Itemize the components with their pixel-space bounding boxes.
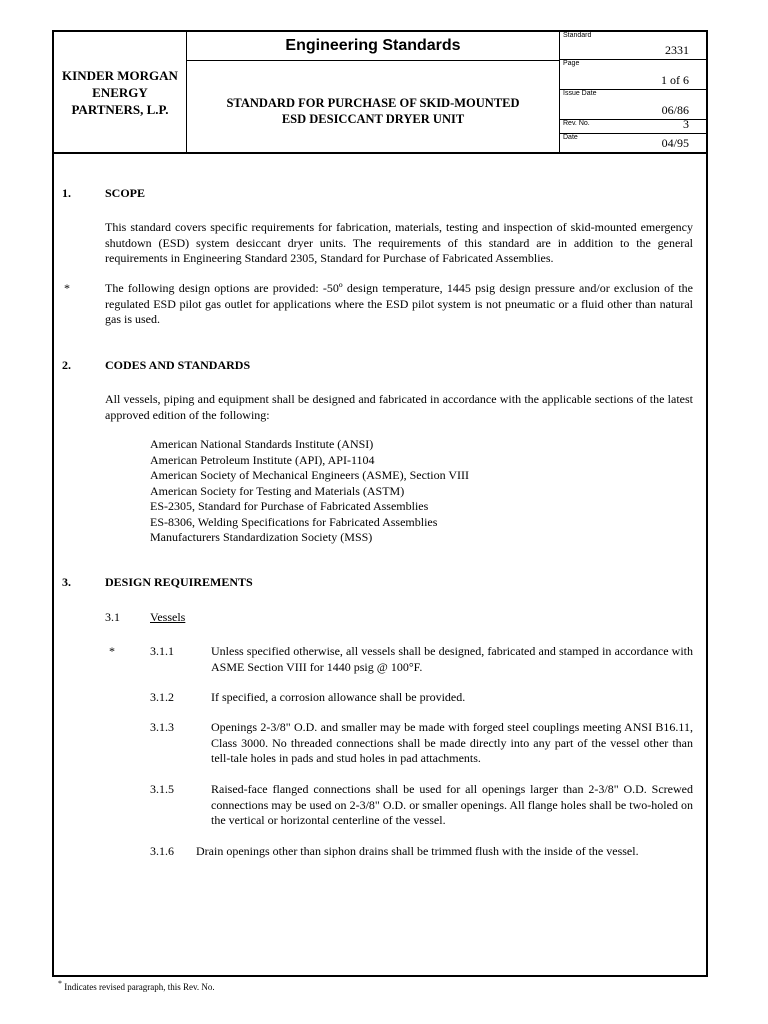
meta-label: Rev. No.	[563, 120, 590, 127]
meta-rev-no	[560, 117, 707, 134]
meta-value: 3	[683, 117, 689, 131]
item-number: 3.1.2	[150, 690, 174, 704]
section-number: 3.	[62, 575, 71, 589]
revision-marker: *	[64, 281, 70, 295]
list-item: American Petroleum Institute (API), API-1104	[150, 452, 375, 467]
meta-label: Date	[563, 134, 578, 141]
item-text: If specified, a corrosion allowance shall be provided.	[211, 690, 466, 704]
metadata-panel	[559, 32, 707, 152]
item-text: Raised-face flanged connections shall be used for all openings larger than 2-3/8" O.D. Screwed connections may be used on 2-3/8" O.D. or smaller openings. All flange holes shall be two-holed on the vertical or horizontal centerline of the vessel.	[211, 782, 693, 827]
meta-standard	[560, 32, 707, 60]
item-text: Openings 2-3/8" O.D. and smaller may be made with forged steel couplings meeting ANSI B16.11, Class 3000. No threaded connections shall be made directly into any part of the vessel other than tell-tale holes in pads and stud holes in pad attachments.	[211, 720, 693, 765]
meta-date	[560, 134, 707, 152]
list-item: American Society of Mechanical Engineers (ASME), Section VIII	[150, 468, 470, 482]
meta-label: Standard	[563, 32, 592, 39]
meta-value: 04/95	[661, 136, 689, 150]
item-text: Drain openings other than siphon drains shall be trimmed flush with the inside of the vessel.	[196, 844, 639, 858]
meta-value: 1 of 6	[661, 73, 689, 87]
subsection-heading: Vessels	[150, 610, 186, 624]
section-heading: DESIGN REQUIREMENTS	[105, 575, 253, 589]
paragraph: This standard covers specific requirements for fabrication, materials, testing and inspection of skid-mounted emergency shutdown (ESD) system desiccant dryer units. The requirements of this standard are in addition to the general requirements in Engineering Standard 2305, Standard for Purchase of Fabricated Assemblies.	[105, 220, 693, 265]
list-item: ES-2305, Standard for Purchase of Fabricated Assemblies	[150, 499, 429, 513]
section-heading: SCOPE	[105, 186, 146, 200]
title-line: ESD DESICCANT DRYER UNIT	[281, 111, 465, 126]
meta-label: Page	[563, 60, 580, 67]
list-item: ES-8306, Welding Specifications for Fabricated Assemblies	[150, 514, 438, 529]
company-name	[54, 32, 187, 152]
company-line: PARTNERS, L.P.	[71, 101, 169, 117]
paragraph: The following design options are provided: -50º design temperature, 1445 psig design pressure and/or exclusion of the regulated ESD pilot gas outlet for applications where the ESD pilot system is not pneumatic or a fluid other than natural gas is used.	[105, 281, 693, 326]
item-number: 3.1.1	[150, 644, 174, 658]
paragraph: All vessels, piping and equipment shall be designed and fabricated in accordance with the applicable sections of the latest approved edition of the following:	[105, 392, 693, 422]
list-item: American Society for Testing and Materials (ASTM)	[150, 483, 405, 498]
document-header	[54, 32, 706, 154]
list-item: American National Standards Institute (ANSI)	[150, 437, 374, 451]
list-item: Manufacturers Standardization Society (MSS)	[150, 530, 373, 544]
meta-page	[560, 60, 707, 90]
standards-category: Engineering Standards	[187, 32, 559, 61]
footnote	[58, 979, 215, 992]
section-number: 1.	[62, 186, 71, 200]
meta-label: Issue Date	[563, 90, 597, 97]
title-line: STANDARD FOR PURCHASE OF SKID-MOUNTED	[226, 95, 520, 110]
meta-issue-date	[560, 90, 707, 120]
meta-value: 2331	[665, 43, 689, 57]
footnote-text: Indicates revised paragraph, this Rev. No.	[62, 982, 215, 992]
company-line: KINDER MORGAN	[62, 67, 178, 83]
section-heading: CODES AND STANDARDS	[105, 358, 251, 372]
standards-list	[150, 437, 469, 546]
item-number: 3.1.6	[150, 844, 174, 858]
revision-marker: *	[109, 644, 115, 658]
document-title	[187, 61, 559, 152]
section-number: 2.	[62, 358, 71, 372]
company-line: ENERGY	[92, 84, 148, 100]
footnote-marker: *	[58, 979, 62, 988]
meta-value: 06/86	[661, 103, 689, 117]
item-number: 3.1.3	[150, 720, 174, 734]
subsection-number: 3.1	[105, 610, 120, 624]
item-number: 3.1.5	[150, 782, 174, 796]
item-text: Unless specified otherwise, all vessels shall be designed, fabricated and stamped in accordance with ASME Section VIII for 1440 psig @ 100°F.	[211, 644, 693, 674]
